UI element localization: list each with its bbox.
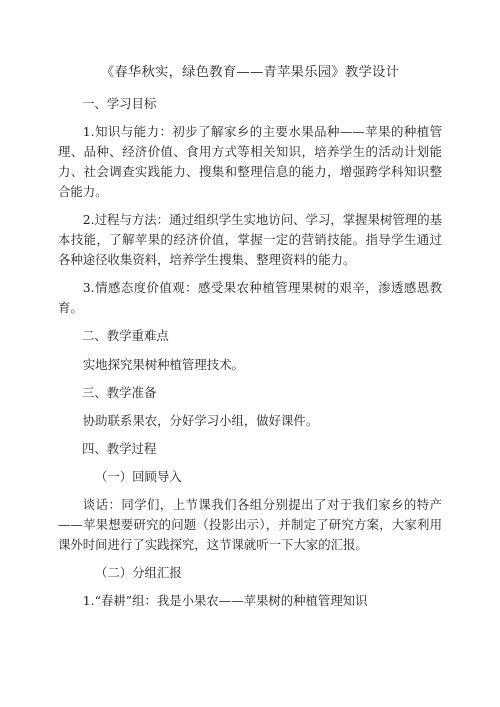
goal-paragraph-3: 3.情感态度价值观：感受果农种植管理果树的艰辛，渗透感恩教育。 bbox=[58, 280, 442, 316]
preparation-paragraph: 协助联系果农，分好学习小组，做好课件。 bbox=[82, 412, 319, 428]
section-heading-goals: 一、学习目标 bbox=[82, 95, 157, 111]
process-subheading-1: （一）回顾导入 bbox=[95, 468, 182, 484]
section-heading-process: 四、教学过程 bbox=[82, 440, 157, 456]
difficulty-paragraph: 实地探究果树种植管理技术。 bbox=[82, 356, 244, 372]
goal-paragraph-1: 1.知识与能力：初步了解家乡的主要水果品种——苹果的种植管理、品种、经济价值、食用方式等相关知识，培养学生的活动计划能力、社会调查实践能力、搜集和整理信息的能力，增强跨学科知识整合能力。 bbox=[58, 123, 442, 199]
section-heading-preparation: 三、教学准备 bbox=[82, 384, 157, 400]
process-subheading-2: （二）分组汇报 bbox=[95, 565, 182, 581]
goal-paragraph-2: 2.过程与方法：通过组织学生实地访问、学习，掌握果树管理的基本技能，了解苹果的经济价值，掌握一定的营销技能。指导学生通过各种途径收集资料，培养学生搜集、整理资料的能力。 bbox=[58, 212, 442, 268]
process-item-1: 1.“春耕”组：我是小果农——苹果树的种植管理知识 bbox=[82, 593, 368, 609]
document-title: 《春华秋实，绿色教育——青苹果乐园》教学设计 bbox=[100, 65, 400, 80]
process-paragraph-1: 谈话：同学们，上节课我们各组分别提出了对于我们家乡的特产——苹果想要研究的问题（投影出示），并制定了研究方案，大家利用课外时间进行了实践探究，这节课就听一下大家的汇报。 bbox=[58, 497, 442, 553]
section-heading-difficulty: 二、教学重难点 bbox=[82, 328, 169, 344]
